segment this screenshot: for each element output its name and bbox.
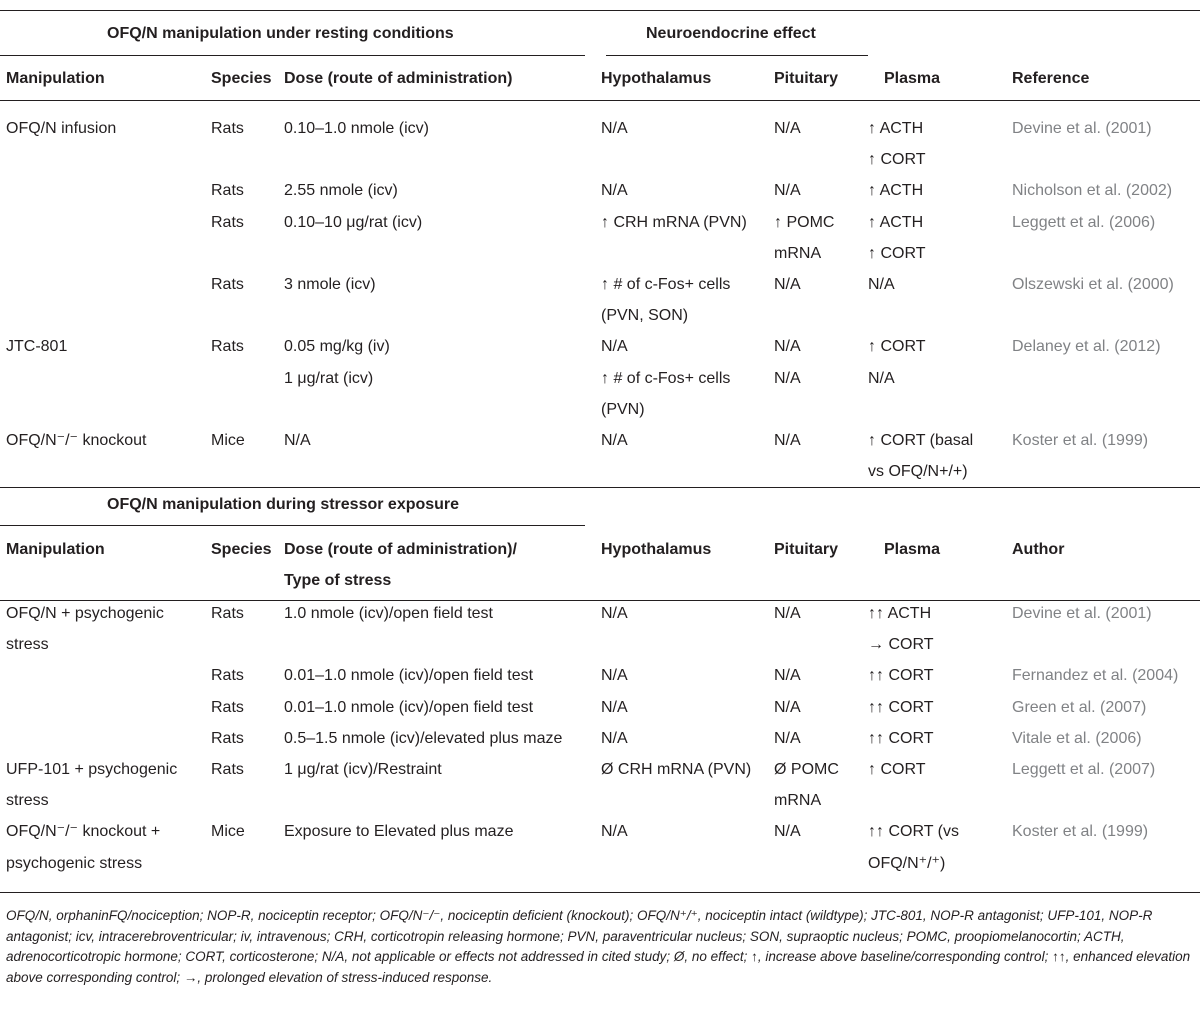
cell-reference: Olszewski et al. (2000) [1012, 276, 1174, 293]
cell-pituitary: N/A [774, 823, 801, 841]
cell-plasma: vs OFQ/N+/+) [868, 463, 968, 481]
cell-plasma: ↑↑ ACTH [868, 605, 932, 622]
cell-pituitary: N/A [774, 605, 801, 622]
cell-plasma: ↑ ACTH [868, 213, 924, 231]
cell-hypothalamus: N/A [601, 698, 628, 716]
cell-plasma: ↑ ACTH [868, 182, 924, 200]
col-header-dose-line2: Type of stress [284, 572, 392, 589]
cell-reference: Vitale et al. (2006) [1012, 729, 1142, 747]
cell-hypothalamus: Ø CRH mRNA (PVN) [601, 761, 752, 778]
group-title-stressor: OFQ/N manipulation during stressor exposure [107, 496, 460, 513]
cell-pituitary: N/A [774, 667, 801, 685]
cell-manipulation: stress [6, 636, 49, 654]
cell-pituitary: N/A [774, 120, 801, 137]
cell-hypothalamus: ↑ # of c-Fos+ cells [601, 276, 731, 293]
cell-species: Rats [211, 120, 244, 137]
cell-reference: Leggett et al. (2007) [1012, 761, 1156, 778]
cell-species: Rats [211, 182, 244, 200]
cell-plasma: ↑ CORT [868, 151, 926, 169]
cell-plasma: N/A [868, 276, 895, 293]
cell-hypothalamus: N/A [601, 729, 628, 747]
col-header-hypothalamus: Hypothalamus [601, 541, 712, 558]
col-header-hypothalamus: Hypothalamus [601, 70, 712, 87]
cell-manipulation: OFQ/N infusion [6, 120, 117, 137]
cell-dose: 0.05 mg/kg (iv) [284, 338, 390, 356]
cell-reference: Delaney et al. (2012) [1012, 338, 1161, 356]
group-title-underline [0, 55, 585, 56]
cell-dose: 1 μg/rat (icv) [284, 369, 374, 387]
cell-reference: Fernandez et al. (2004) [1012, 667, 1179, 685]
header-bottom-rule [0, 100, 1200, 101]
cell-reference: Green et al. (2007) [1012, 698, 1147, 716]
cell-manipulation: OFQ/N⁻/⁻ knockout + [6, 823, 161, 841]
col-header-plasma: Plasma [884, 541, 941, 558]
cell-pituitary: Ø POMC [774, 761, 839, 778]
cell-manipulation: psychogenic stress [6, 854, 143, 872]
cell-dose: 2.55 nmole (icv) [284, 182, 398, 200]
group-title-resting: OFQ/N manipulation under resting conditions [107, 25, 454, 42]
cell-plasma: ↑↑ CORT [868, 729, 934, 747]
cell-plasma: ↑↑ CORT [868, 667, 934, 685]
col-header-plasma: Plasma [884, 70, 941, 87]
cell-plasma: N/A [868, 369, 895, 387]
cell-reference: Koster et al. (1999) [1012, 823, 1149, 841]
col-header-species: Species [211, 70, 272, 87]
cell-species: Rats [211, 276, 244, 293]
cell-hypothalamus: ↑ # of c-Fos+ cells [601, 369, 731, 387]
cell-dose: 0.10–1.0 nmole (icv) [284, 120, 429, 137]
col-header-dose: Dose (route of administration)/ [284, 541, 517, 558]
cell-plasma: ↑↑ CORT (vs [868, 823, 959, 841]
cell-pituitary: N/A [774, 338, 801, 356]
neuroendocrine-effect-title: Neuroendocrine effect [646, 25, 816, 42]
cell-dose: N/A [284, 432, 311, 449]
cell-pituitary: ↑ POMC [774, 213, 835, 231]
cell-manipulation: OFQ/N + psychogenic [6, 605, 164, 622]
cell-plasma: OFQ/N⁺/⁺) [868, 854, 946, 872]
cell-dose: 0.10–10 μg/rat (icv) [284, 213, 423, 231]
cell-species: Mice [211, 432, 245, 449]
cell-hypothalamus: N/A [601, 338, 628, 356]
cell-manipulation: stress [6, 792, 49, 810]
cell-pituitary: N/A [774, 182, 801, 200]
cell-dose: 0.01–1.0 nmole (icv)/open field test [284, 667, 534, 685]
cell-species: Rats [211, 338, 244, 356]
cell-species: Rats [211, 729, 244, 747]
cell-dose: Exposure to Elevated plus maze [284, 823, 514, 841]
col-header-manipulation: Manipulation [6, 70, 105, 87]
cell-species: Rats [211, 213, 244, 231]
cell-manipulation: JTC-801 [6, 338, 68, 356]
cell-pituitary: N/A [774, 698, 801, 716]
cell-hypothalamus: N/A [601, 182, 628, 200]
cell-dose: 3 nmole (icv) [284, 276, 376, 293]
cell-dose: 0.5–1.5 nmole (icv)/elevated plus maze [284, 729, 563, 747]
cell-reference: Nicholson et al. (2002) [1012, 182, 1173, 200]
cell-plasma: ↑ CORT [868, 338, 926, 356]
cell-species: Mice [211, 823, 245, 841]
cell-manipulation: OFQ/N⁻/⁻ knockout [6, 432, 147, 449]
group-title-underline-2 [0, 525, 585, 526]
col-header-dose: Dose (route of administration) [284, 70, 513, 87]
cell-hypothalamus: N/A [601, 432, 628, 449]
cell-hypothalamus: ↑ CRH mRNA (PVN) [601, 213, 747, 231]
cell-species: Rats [211, 667, 244, 685]
cell-plasma: ↑ ACTH [868, 120, 924, 137]
col-header-author: Author [1012, 541, 1065, 558]
cell-pituitary: N/A [774, 729, 801, 747]
cell-hypothalamus: N/A [601, 120, 628, 137]
cell-pituitary: N/A [774, 369, 801, 387]
cell-reference: Devine et al. (2001) [1012, 605, 1152, 622]
col-header-pituitary: Pituitary [774, 70, 839, 87]
effect-title-underline [606, 55, 868, 56]
cell-species: Rats [211, 761, 244, 778]
cell-pituitary: N/A [774, 432, 801, 449]
cell-species: Rats [211, 698, 244, 716]
cell-dose: 0.01–1.0 nmole (icv)/open field test [284, 698, 534, 716]
table-top-rule [0, 10, 1200, 11]
cell-hypothalamus: N/A [601, 667, 628, 685]
cell-plasma: ↑ CORT [868, 761, 926, 778]
cell-hypothalamus: (PVN, SON) [601, 307, 689, 325]
cell-hypothalamus: N/A [601, 823, 628, 841]
cell-plasma: ↑ CORT (basal [868, 432, 974, 449]
cell-plasma: ↑↑ CORT [868, 698, 934, 716]
col-header-species: Species [211, 541, 272, 558]
cell-reference: Devine et al. (2001) [1012, 120, 1152, 137]
cell-hypothalamus: N/A [601, 605, 628, 622]
col-header-reference: Reference [1012, 70, 1090, 87]
cell-pituitary: mRNA [774, 244, 822, 262]
cell-plasma: ↑ CORT [868, 244, 926, 262]
cell-reference: Koster et al. (1999) [1012, 432, 1149, 449]
cell-dose: 1 μg/rat (icv)/Restraint [284, 761, 442, 778]
cell-plasma: → CORT [868, 636, 934, 654]
cell-manipulation: UFP-101 + psychogenic [6, 761, 178, 778]
table-bottom-rule [0, 892, 1200, 893]
cell-species: Rats [211, 605, 244, 622]
cell-reference: Leggett et al. (2006) [1012, 213, 1156, 231]
table-footnote: OFQ/N, orphaninFQ/nociception; NOP-R, nociceptin receptor; OFQ/N⁻/⁻, nociceptin deficient (knockout); OFQ/N⁺/⁺, nociceptin intact (wildtype); JTC-801, NOP-R antagonist; UFP-101, NOP-R antagonist; icv, intracerebroventricular; iv, intravenous; CRH, corticotropin releasing hormone; PVN, paraventricular nucleus; SON, supraoptic nucleus; POMC, proopiomelanocortin; ACTH, adrenocorticotropic hormone; CORT, corticosterone; N/A, not applicable or effects not addressed in cited study; Ø, no effect; ↑, increase above baseline/corresponding control; ↑↑, enhanced elevation above corresponding control; →, prolonged elevation of stress-induced response. [6, 908, 1191, 985]
section-divider-rule [0, 487, 1200, 488]
cell-pituitary: mRNA [774, 792, 822, 810]
col-header-pituitary: Pituitary [774, 541, 839, 558]
cell-pituitary: N/A [774, 276, 801, 293]
cell-hypothalamus: (PVN) [601, 400, 645, 418]
cell-dose: 1.0 nmole (icv)/open field test [284, 605, 493, 622]
col-header-manipulation: Manipulation [6, 541, 105, 558]
